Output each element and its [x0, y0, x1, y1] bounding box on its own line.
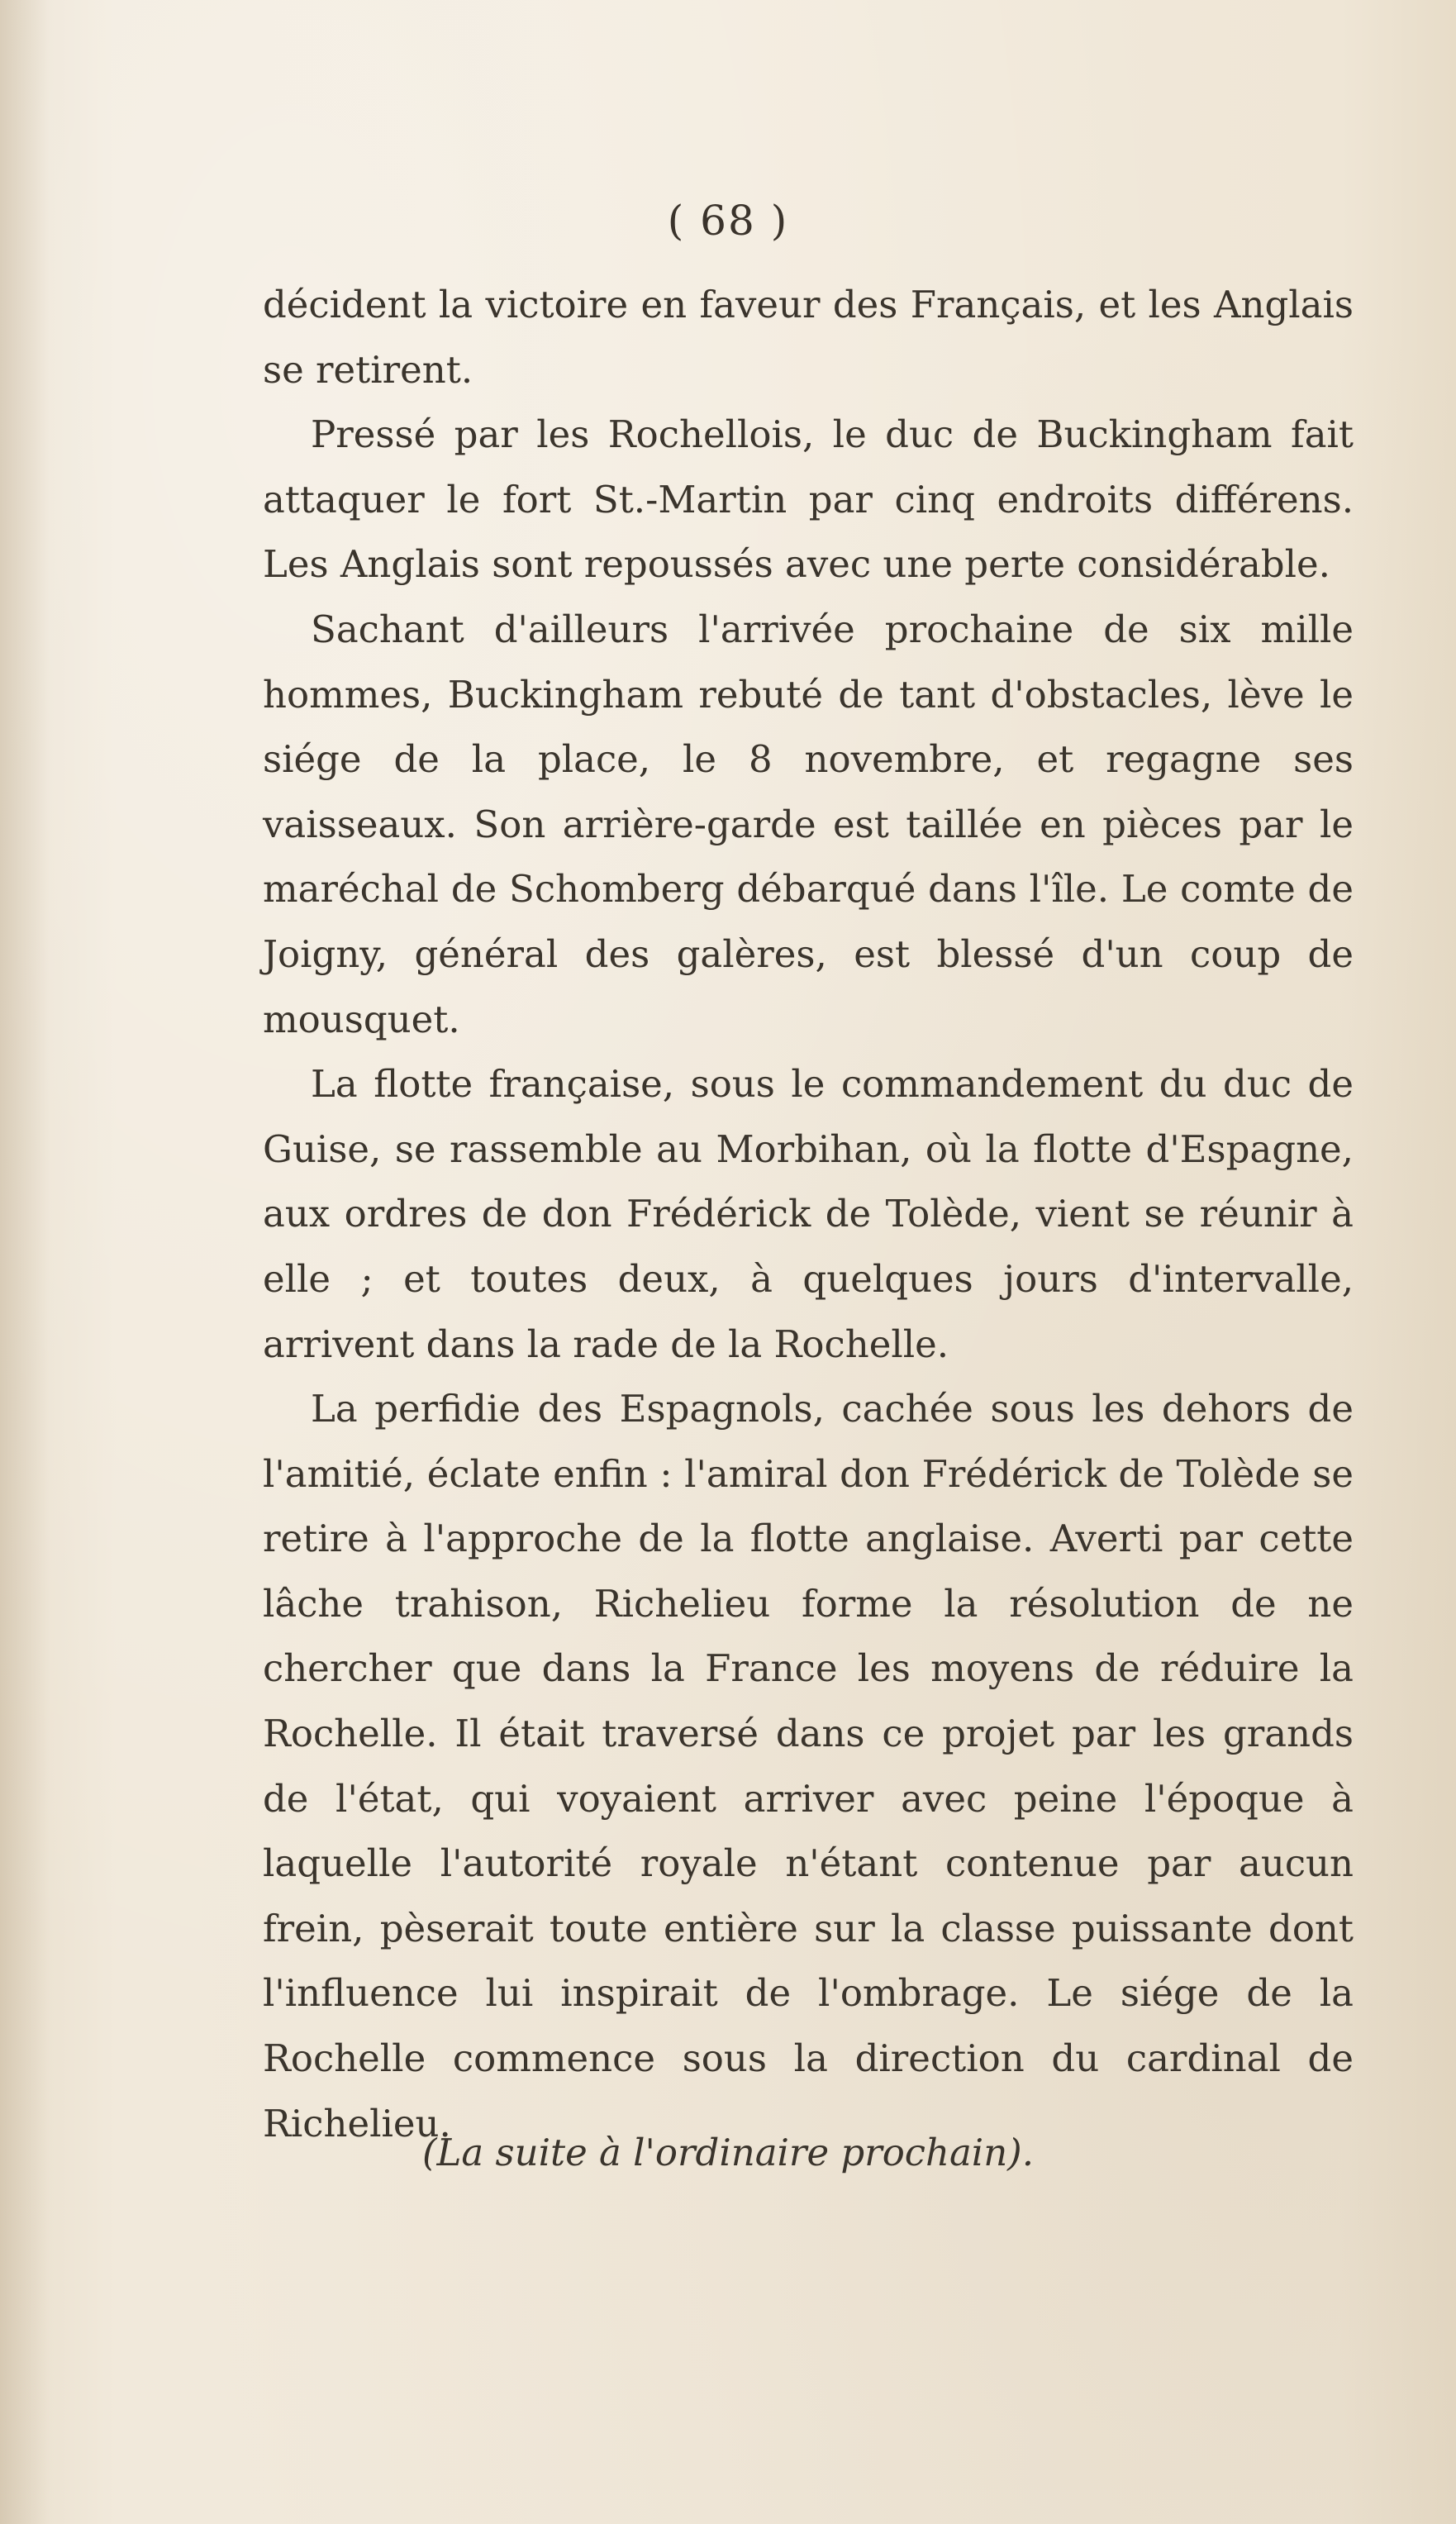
- body-text: [263, 273, 1354, 2156]
- closing-note: (La suite à l'ordinaire prochain).: [421, 2131, 1035, 2174]
- page-number: ( 68 ): [667, 197, 789, 245]
- paragraph-3: Sachant d'ailleurs l'arrivée prochaine de six mille hommes, Buckingham rebuté de tant d'obstacles, lève le siége de la place, le 8 novembre, et regagne ses vaisseaux. Son arrière-garde est taillée en pièces par le maréchal de Schomberg débarqué dans l'île. Le comte de Joigny, général des galères, est blessé d'un coup de mousquet.: [263, 607, 1354, 1041]
- paragraph-4: La flotte française, sous le commandement du duc de Guise, se rassemble au Morbihan, où la flotte d'Espagne, aux ordres de don Frédérick de Tolède, vient se réunir à elle ; et toutes deux, à quelques jours d'intervalle, arrivent dans la rade de la Rochelle.: [263, 1062, 1354, 1366]
- paragraph-1: décident la victoire en faveur des Français, et les Anglais se retirent.: [263, 283, 1354, 392]
- paragraph-2: Pressé par les Rochellois, le duc de Buckingham fait attaquer le fort St.-Martin par cinq endroits différens. Les Anglais sont repoussés avec une perte considérable.: [263, 412, 1354, 587]
- paragraph-5: La perfidie des Espagnols, cachée sous les dehors de l'amitié, éclate enfin : l'amiral don Frédérick de Tolède se retire à l'approche de la flotte anglaise. Averti par cette lâche trahison, Richelieu forme la résolution de ne chercher que dans la France les moyens de réduire la Rochelle. Il était traversé dans ce projet par les grands de l'état, qui voyaient arriver avec peine l'époque à laquelle l'autorité royale n'étant contenue par aucun frein, pèserait toute entière sur la classe puissante dont l'influence lui inspirait de l'ombrage. Le siége de la Rochelle commence sous la direction du cardinal de Richelieu.: [263, 1387, 1354, 2145]
